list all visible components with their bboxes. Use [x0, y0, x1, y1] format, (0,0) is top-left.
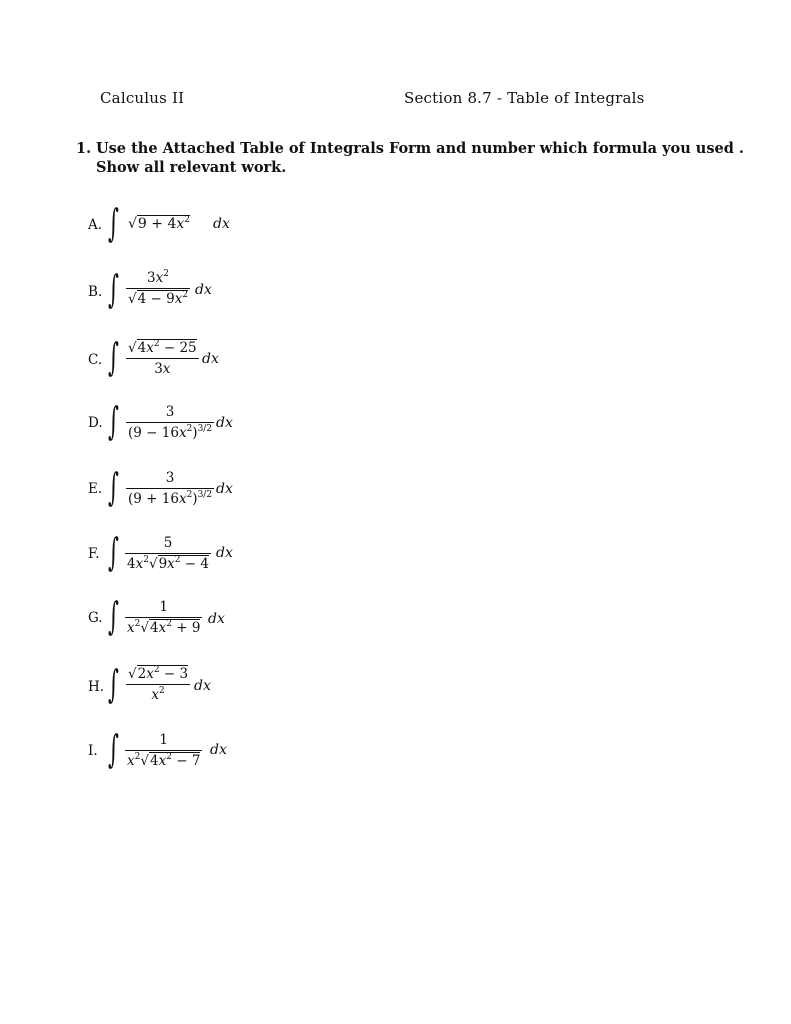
- problem-label: E.: [88, 481, 103, 497]
- differential: dx: [195, 282, 212, 298]
- fraction: 3 $(9 + 16x^2)^{3/2}$: [128, 470, 213, 507]
- problem-label: H.: [88, 679, 105, 695]
- differential: dx: [208, 611, 225, 627]
- question-instruction-line2: Show all relevant work.: [96, 159, 287, 176]
- problem-label: B.: [88, 284, 103, 300]
- integral-sign: ∫: [108, 399, 119, 443]
- integral-sign: ∫: [108, 530, 119, 574]
- differential: dx: [216, 415, 233, 431]
- integrand: $√9 + 4x^2$: [128, 215, 191, 232]
- differential: dx: [213, 216, 230, 232]
- fraction: 3 $(9 - 16x^2)^{3/2}$: [128, 404, 213, 441]
- fraction: $√4x^2 - 25$ 3x: [128, 339, 197, 377]
- fraction: 1 $x^2√4x^2 + 9$: [127, 599, 201, 636]
- integral-sign: ∫: [108, 662, 119, 706]
- problem-label: D.: [88, 415, 103, 431]
- integral-sign: ∫: [108, 201, 119, 245]
- integral-sign: ∫: [108, 727, 119, 771]
- integral-sign: ∫: [108, 465, 119, 509]
- course-title: Calculus II: [100, 89, 185, 107]
- differential: dx: [210, 742, 227, 758]
- question-instruction: Use the Attached Table of Integrals Form and number which formula you used .: [96, 140, 744, 157]
- problem-label: F.: [88, 546, 100, 562]
- section-title: Section 8.7 - Table of Integrals: [404, 89, 645, 107]
- fraction: 1 $x^2√4x^2 - 7$: [127, 732, 201, 769]
- integral-sign: ∫: [108, 267, 119, 311]
- integral-sign: ∫: [108, 335, 119, 379]
- question-number: 1.: [76, 140, 92, 157]
- fraction: $√2x^2 - 3$ $x^2$: [128, 665, 189, 703]
- differential: dx: [216, 545, 233, 561]
- integral-sign: ∫: [108, 594, 119, 638]
- problem-label: C.: [88, 352, 103, 368]
- differential: dx: [194, 678, 211, 694]
- fraction: 5 $4x^2√9x^2 - 4$: [127, 535, 209, 572]
- differential: dx: [202, 351, 219, 367]
- problem-label: G.: [88, 610, 103, 626]
- fraction: $3x^2$ $√4 - 9x^2$: [128, 269, 189, 307]
- problem-label: I.: [88, 743, 98, 759]
- question-1: [76, 139, 744, 177]
- differential: dx: [216, 481, 233, 497]
- problem-label: A.: [88, 217, 103, 233]
